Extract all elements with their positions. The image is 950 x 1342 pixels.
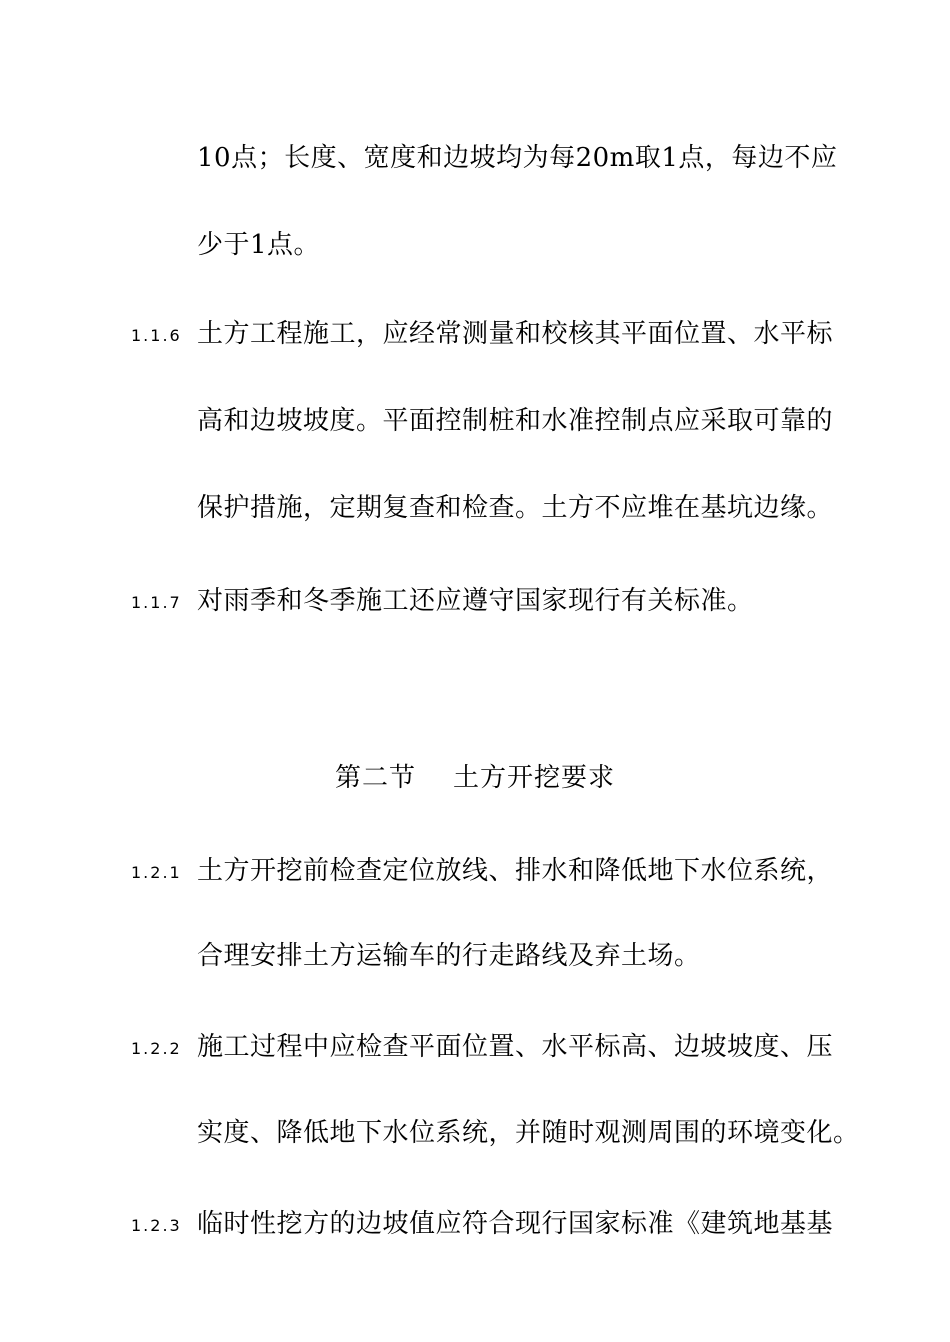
paragraph-line: 土方开挖前检查定位放线、排水和降低地下水位系统， (197, 856, 834, 886)
paragraph-line: 对雨季和冬季施工还应遵守国家现行有关标准。 (197, 586, 754, 616)
paragraph-line: 10点；长度、宽度和边坡均为每20m取1点，每边不应 (197, 143, 838, 173)
paragraph-line: 保护措施，定期复查和检查。土方不应堆在基坑边缘。 (197, 493, 834, 523)
section-heading: 第二节 土方开挖要求 (334, 763, 616, 793)
paragraph-line: 少于1点。 (197, 230, 321, 260)
clause-number: 1.1.7 (131, 593, 182, 612)
paragraph-line: 施工过程中应检查平面位置、水平标高、边坡坡度、压 (197, 1032, 834, 1062)
paragraph-line: 临时性挖方的边坡值应符合现行国家标准《建筑地基基 (197, 1209, 834, 1239)
clause-number: 1.1.6 (131, 326, 182, 345)
clause-number: 1.2.2 (131, 1039, 182, 1058)
paragraph-line: 实度、降低地下水位系统，并随时观测周围的环境变化。 (197, 1118, 860, 1148)
paragraph-line: 合理安排土方运输车的行走路线及弃土场。 (197, 941, 701, 971)
clause-number: 1.2.3 (131, 1216, 182, 1235)
paragraph-line: 高和边坡坡度。平面控制桩和水准控制点应采取可靠的 (197, 406, 834, 436)
clause-number: 1.2.1 (131, 863, 182, 882)
paragraph-line: 土方工程施工，应经常测量和校核其平面位置、水平标 (197, 319, 834, 349)
